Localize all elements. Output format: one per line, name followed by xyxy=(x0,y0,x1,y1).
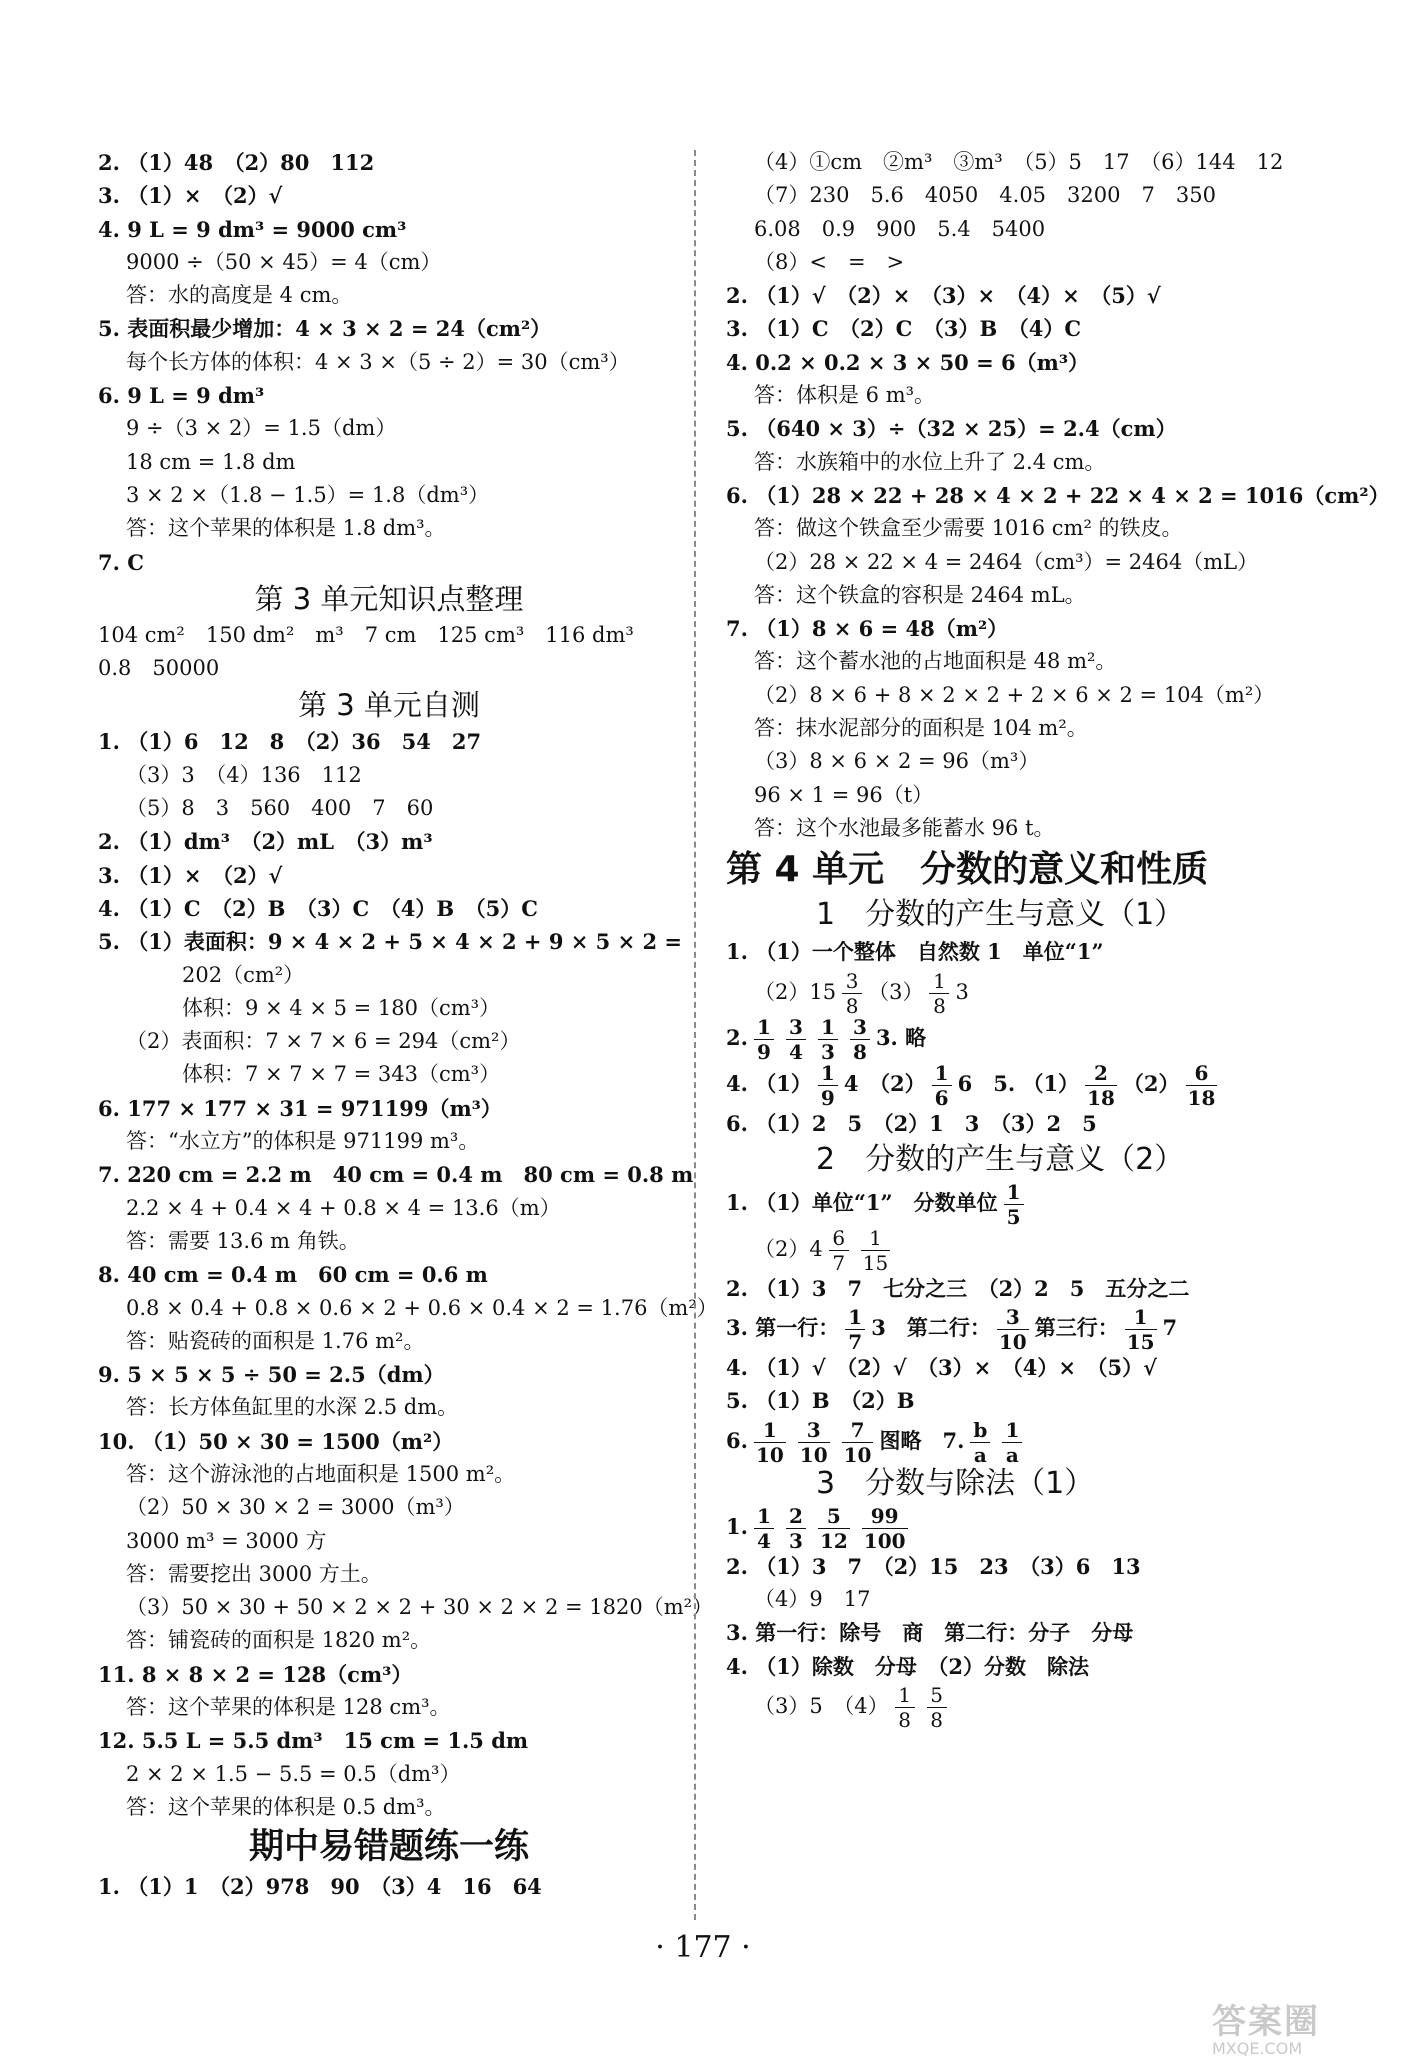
watermark-stamp xyxy=(1212,1994,1382,2058)
section-heading: 第 3 单元自测 xyxy=(298,688,480,723)
numerator: 7 xyxy=(850,1417,865,1442)
answer-line: （4）①cm ②m³ ③m³ （5）5 17 （6）144 12 xyxy=(754,150,1284,174)
answer-line: （4）9 17 xyxy=(754,1587,871,1612)
numerator: 1 xyxy=(898,1682,911,1707)
answer-line: （3）50 × 30 + 50 × 2 × 2 + 30 × 2 × 2 = 1820（m²） xyxy=(126,1595,714,1620)
fraction xyxy=(786,1503,806,1553)
numerator: 5 xyxy=(826,1503,841,1528)
answer-line: 6. 9 L = 9 dm³ xyxy=(98,383,265,409)
denominator: 18 xyxy=(1087,1085,1115,1110)
answer-line: 4. （1）除数 分母 （2）分数 除法 xyxy=(726,1653,1089,1679)
answer-line: 8. 40 cm = 0.4 m 60 cm = 0.6 m xyxy=(98,1262,488,1288)
numerator: 3 xyxy=(1005,1305,1020,1330)
answer-line: 答：这个铁盒的容积是 2464 mL。 xyxy=(754,582,1086,607)
answer-line: 9000 ÷（50 × 45）= 4（cm） xyxy=(126,249,442,274)
answer-line: 5. （1）表面积：9 × 4 × 2 + 5 × 4 × 2 + 9 × 5 × 2 = xyxy=(98,929,683,955)
watermark-logo: 答案圈 xyxy=(1212,2002,1320,2042)
text-run: 第三行： xyxy=(1034,1315,1119,1341)
numerator: 1 xyxy=(756,1014,771,1039)
fraction xyxy=(862,1503,908,1553)
answer-line: 18 cm = 1.8 dm xyxy=(126,449,296,474)
answer-line: 答：这个游泳池的占地面积是 1500 m²。 xyxy=(126,1461,516,1486)
fraction xyxy=(1186,1060,1218,1110)
answer-line: 3. （1）× （2）√ xyxy=(98,862,283,888)
numerator: 1 xyxy=(848,1305,863,1330)
answer-line: 4. （1）√ （2）√ （3）× （4）× （5）√ xyxy=(726,1355,1157,1381)
numerator: 6 xyxy=(832,1225,846,1250)
denominator: 10 xyxy=(799,1442,828,1467)
answer-line xyxy=(726,1417,1326,1467)
answer-line: 答：抹水泥部分的面积是 104 m²。 xyxy=(754,716,1088,741)
watermark-url: MXQE.COM xyxy=(1212,2039,1303,2058)
text-run: 图略 7. xyxy=(879,1427,965,1453)
answer-line: 答：水族箱中的水位上升了 2.4 cm。 xyxy=(754,449,1106,474)
denominator: 7 xyxy=(829,1250,849,1273)
text-run: 4. （1） xyxy=(726,1070,812,1096)
denominator: 10 xyxy=(755,1442,784,1467)
answer-line xyxy=(726,968,1326,1018)
answer-line: 2. （1）√ （2）× （3）× （4）× （5）√ xyxy=(726,283,1161,309)
numerator: 99 xyxy=(870,1503,899,1528)
answer-line: 3. 第一行：除号 商 第二行：分子 分母 xyxy=(726,1620,1134,1646)
numerator: 5 xyxy=(930,1682,943,1707)
answer-line: （3）3 （4）136 112 xyxy=(126,762,362,787)
numerator: 1 xyxy=(756,1503,771,1528)
text-run: （2） xyxy=(1122,1070,1180,1096)
text-run: 3. 第一行： xyxy=(726,1315,840,1341)
numerator: 3 xyxy=(852,1014,867,1039)
denominator: 3 xyxy=(786,1528,806,1551)
numerator: 1 xyxy=(1133,1305,1148,1330)
section-heading: 第 4 单元 分数的意义和性质 xyxy=(726,849,1209,891)
answer-line: 4. 0.2 × 0.2 × 3 × 50 = 6（m³） xyxy=(726,349,1090,375)
answer-line: 3000 m³ = 3000 方 xyxy=(126,1528,327,1553)
fraction xyxy=(1004,1179,1024,1229)
fraction xyxy=(818,1014,838,1064)
answer-line: 4. 9 L = 9 dm³ = 9000 cm³ xyxy=(98,216,407,242)
answer-line: 5. （1）B （2）B xyxy=(726,1388,915,1414)
answer-line: 2. （1）3 7 （2）15 23 （3）6 13 xyxy=(726,1553,1141,1579)
left-column xyxy=(98,146,718,1904)
answer-line: 答：体积是 6 m³。 xyxy=(754,383,936,408)
answer-line: 0.8 50000 xyxy=(98,656,220,681)
answer-line: 5. 表面积最少增加：4 × 3 × 2 = 24（cm²） xyxy=(98,316,552,342)
answer-line: 2. （1）dm³ （2）mL （3）m³ xyxy=(98,829,433,855)
answer-line: 1. （1）6 12 8 （2）36 54 27 xyxy=(98,729,482,755)
column-divider xyxy=(694,150,696,1920)
fraction xyxy=(829,1225,849,1275)
fraction xyxy=(932,1060,952,1110)
fraction xyxy=(845,1305,865,1355)
answer-line: 体积：9 × 4 × 5 = 180（cm³） xyxy=(182,995,501,1020)
denominator: 10 xyxy=(998,1330,1027,1355)
denominator: 4 xyxy=(754,1528,774,1551)
answer-line: 3 × 2 ×（1.8 − 1.5）= 1.8（dm³） xyxy=(126,482,490,507)
answer-line: 2. （1）3 7 七分之三 （2）2 5 五分之二 xyxy=(726,1275,1190,1301)
section-heading: 期中易错题练一练 xyxy=(248,1827,529,1868)
answer-line: 6. （1）2 5 （2）1 3 （3）2 5 xyxy=(726,1110,1097,1136)
answer-line: 0.8 × 0.4 + 0.8 × 0.6 × 2 + 0.6 × 0.4 × 2 = 1.76（m²） xyxy=(126,1295,718,1320)
numerator: 1 xyxy=(933,968,946,993)
answer-line: 2.2 × 4 + 0.4 × 4 + 0.8 × 4 = 13.6（m） xyxy=(126,1195,561,1220)
numerator: 3 xyxy=(845,968,859,993)
answer-line: 11. 8 × 8 × 2 = 128（cm³） xyxy=(98,1661,413,1687)
answer-line: 体积：7 × 7 × 7 = 343（cm³） xyxy=(182,1062,501,1087)
answer-line: 3. （1）× （2）√ xyxy=(98,183,283,209)
numerator: 3 xyxy=(788,1014,803,1039)
denominator: a xyxy=(970,1442,990,1465)
fraction xyxy=(818,1503,850,1553)
answer-line: 2. （1）48 （2）80 112 xyxy=(98,150,375,175)
answer-line: 9 ÷（3 × 2）= 1.5（dm） xyxy=(126,416,397,441)
answer-line: 答：贴瓷砖的面积是 1.76 m²。 xyxy=(126,1328,425,1353)
denominator: a xyxy=(1002,1442,1022,1465)
denominator: 8 xyxy=(929,993,949,1016)
denominator: 8 xyxy=(927,1707,947,1730)
answer-line: 6. 177 × 177 × 31 = 971199（m³） xyxy=(98,1095,502,1121)
answer-line: 答：这个苹果的体积是 128 cm³。 xyxy=(126,1695,451,1720)
answer-line: 答：做这个铁盒至少需要 1016 cm² 的铁皮。 xyxy=(754,516,1183,541)
answer-line xyxy=(726,1682,1326,1732)
section-heading: 2 分数的产生与意义（2） xyxy=(816,1141,1185,1177)
fraction xyxy=(895,1682,915,1732)
fraction xyxy=(798,1417,830,1467)
answer-line: 答：铺瓷砖的面积是 1820 m²。 xyxy=(126,1628,432,1653)
answer-line: 5. （640 × 3）÷（32 × 25）= 2.4（cm） xyxy=(726,416,1177,442)
text-run: 3 xyxy=(955,979,969,1004)
answer-line: 6. （1）28 × 22 + 28 × 4 × 2 + 22 × 4 × 2 = 1016（cm²） xyxy=(726,482,1390,508)
answer-line: 6.08 0.9 900 5.4 5400 xyxy=(754,216,1046,241)
text-run: （2）15 xyxy=(754,979,837,1004)
answer-line: （2）28 × 22 × 4 = 2464（cm³）= 2464（mL） xyxy=(754,549,1259,574)
fraction xyxy=(786,1014,806,1064)
answer-line: （2）8 × 6 + 8 × 2 × 2 + 2 × 6 × 2 = 104（m²） xyxy=(754,682,1275,707)
page-number: · 177 · xyxy=(655,1930,751,1965)
numerator: 2 xyxy=(1094,1060,1108,1085)
answer-line: 答：长方体鱼缸里的水深 2.5 dm。 xyxy=(126,1395,459,1420)
answer-line: 7. （1）8 × 6 = 48（m²） xyxy=(726,616,1009,642)
fraction xyxy=(997,1305,1029,1355)
denominator: 8 xyxy=(850,1039,870,1062)
fraction xyxy=(929,968,949,1018)
fraction xyxy=(842,968,862,1018)
answer-line: 96 × 1 = 96（t） xyxy=(754,782,934,807)
numerator: 1 xyxy=(820,1060,835,1085)
answer-line: （8）< = > xyxy=(754,249,905,274)
text-run: 3. 略 xyxy=(875,1024,927,1050)
right-column xyxy=(726,146,1390,1732)
fraction xyxy=(861,1225,890,1275)
answer-line: 7. C xyxy=(98,549,144,575)
answer-line: 答：“水立方”的体积是 971199 m³。 xyxy=(126,1129,480,1154)
answer-line: （2）50 × 30 × 2 = 3000（m³） xyxy=(126,1495,465,1520)
denominator: 10 xyxy=(843,1442,872,1467)
numerator: 3 xyxy=(806,1417,821,1442)
answer-line: 答：这个苹果的体积是 0.5 dm³。 xyxy=(126,1794,446,1819)
text-run: 1. （1）单位“1” 分数单位 xyxy=(726,1189,998,1215)
fraction xyxy=(850,1014,870,1064)
answer-line: 答：需要挖出 3000 方土。 xyxy=(126,1561,382,1586)
answer-line: 1. （1）1 （2）978 90 （3）4 16 64 xyxy=(98,1874,542,1900)
answer-line: 10. （1）50 × 30 = 1500（m²） xyxy=(98,1428,454,1454)
denominator: 18 xyxy=(1187,1085,1216,1110)
answer-line: 3. （1）C （2）C （3）B （4）C xyxy=(726,316,1082,342)
numerator: 1 xyxy=(1005,1417,1020,1442)
text-run: （3）5 （4） xyxy=(754,1693,889,1718)
text-run: 3 第二行： xyxy=(871,1315,991,1341)
denominator: 12 xyxy=(819,1528,848,1553)
fraction xyxy=(754,1503,774,1553)
answer-line: 答：这个苹果的体积是 1.8 dm³。 xyxy=(126,516,446,541)
denominator: 15 xyxy=(862,1250,889,1275)
fraction xyxy=(754,1014,774,1064)
text-run: 4 （2） xyxy=(843,1070,926,1096)
fraction xyxy=(1125,1305,1157,1355)
numerator: 1 xyxy=(820,1014,835,1039)
answer-line: 每个长方体的体积：4 × 3 ×（5 ÷ 2）= 30（cm³） xyxy=(126,349,630,374)
answer-line: 202（cm²） xyxy=(182,962,305,987)
text-run: 6 5. （1） xyxy=(957,1070,1080,1096)
denominator: 5 xyxy=(1004,1204,1024,1227)
answer-line: 7. 220 cm = 2.2 m 40 cm = 0.4 m 80 cm = 0.8 m xyxy=(98,1162,694,1188)
numerator: 1 xyxy=(1006,1179,1021,1204)
numerator: 1 xyxy=(869,1225,882,1250)
answer-line: 答：水的高度是 4 cm。 xyxy=(126,283,353,308)
answer-line xyxy=(726,1305,1326,1355)
section-heading: 第 3 单元知识点整理 xyxy=(254,581,524,616)
answer-line: 答：这个水池最多能蓄水 96 t。 xyxy=(754,815,1055,840)
fraction xyxy=(842,1417,874,1467)
answer-line: 2 × 2 × 1.5 − 5.5 = 0.5（dm³） xyxy=(126,1761,461,1786)
fraction xyxy=(1002,1417,1022,1467)
denominator: 6 xyxy=(932,1085,952,1108)
fraction xyxy=(970,1417,990,1467)
answer-line xyxy=(726,1179,1326,1229)
answer-line xyxy=(726,1225,1326,1275)
answer-line: （5）8 3 560 400 7 60 xyxy=(126,796,434,821)
answer-line xyxy=(726,1014,1326,1064)
numerator: 6 xyxy=(1194,1060,1209,1085)
answer-line: （2）表面积：7 × 7 × 6 = 294（cm²） xyxy=(126,1029,521,1054)
fraction xyxy=(1085,1060,1117,1110)
answer-line: （3）8 × 6 × 2 = 96（m³） xyxy=(754,749,1040,774)
text-run: （2）4 xyxy=(754,1236,823,1261)
answer-line: 4. （1）C （2）B （3）C （4）B （5）C xyxy=(98,895,538,921)
denominator: 4 xyxy=(786,1039,806,1062)
answer-line: 1. （1）一个整体 自然数 1 单位“1” xyxy=(726,939,1104,965)
answer-line xyxy=(726,1060,1326,1110)
numerator: b xyxy=(973,1417,988,1442)
answer-line: （7）230 5.6 4050 4.05 3200 7 350 xyxy=(754,183,1216,208)
fraction xyxy=(927,1682,947,1732)
text-run: 1. xyxy=(726,1513,748,1539)
fraction xyxy=(818,1060,838,1110)
denominator: 15 xyxy=(1126,1330,1155,1355)
denominator: 8 xyxy=(895,1707,915,1730)
numerator: 1 xyxy=(934,1060,949,1085)
text-run: 6. xyxy=(726,1427,748,1453)
text-run: 7 xyxy=(1162,1315,1178,1341)
answer-line: 104 cm² 150 dm² m³ 7 cm 125 cm³ 116 dm³ xyxy=(98,622,634,647)
answer-line: 答：需要 13.6 m 角铁。 xyxy=(126,1228,360,1253)
denominator: 9 xyxy=(818,1085,838,1108)
text-run: （3） xyxy=(868,979,924,1004)
answer-line: 答：这个蓄水池的占地面积是 48 m²。 xyxy=(754,649,1117,674)
fraction xyxy=(754,1417,786,1467)
denominator: 3 xyxy=(818,1039,838,1062)
denominator: 100 xyxy=(863,1528,906,1553)
answer-line: 12. 5.5 L = 5.5 dm³ 15 cm = 1.5 dm xyxy=(98,1728,529,1754)
numerator: 2 xyxy=(788,1503,803,1528)
answer-line: 9. 5 × 5 × 5 ÷ 50 = 2.5（dm） xyxy=(98,1362,445,1388)
answer-line xyxy=(726,1503,1326,1553)
text-run: 2. xyxy=(726,1024,748,1050)
denominator: 9 xyxy=(754,1039,774,1062)
numerator: 1 xyxy=(762,1417,777,1442)
denominator: 8 xyxy=(842,993,862,1016)
denominator: 7 xyxy=(845,1329,865,1352)
section-heading: 3 分数与除法（1） xyxy=(816,1465,1095,1501)
section-heading: 1 分数的产生与意义（1） xyxy=(816,897,1185,933)
